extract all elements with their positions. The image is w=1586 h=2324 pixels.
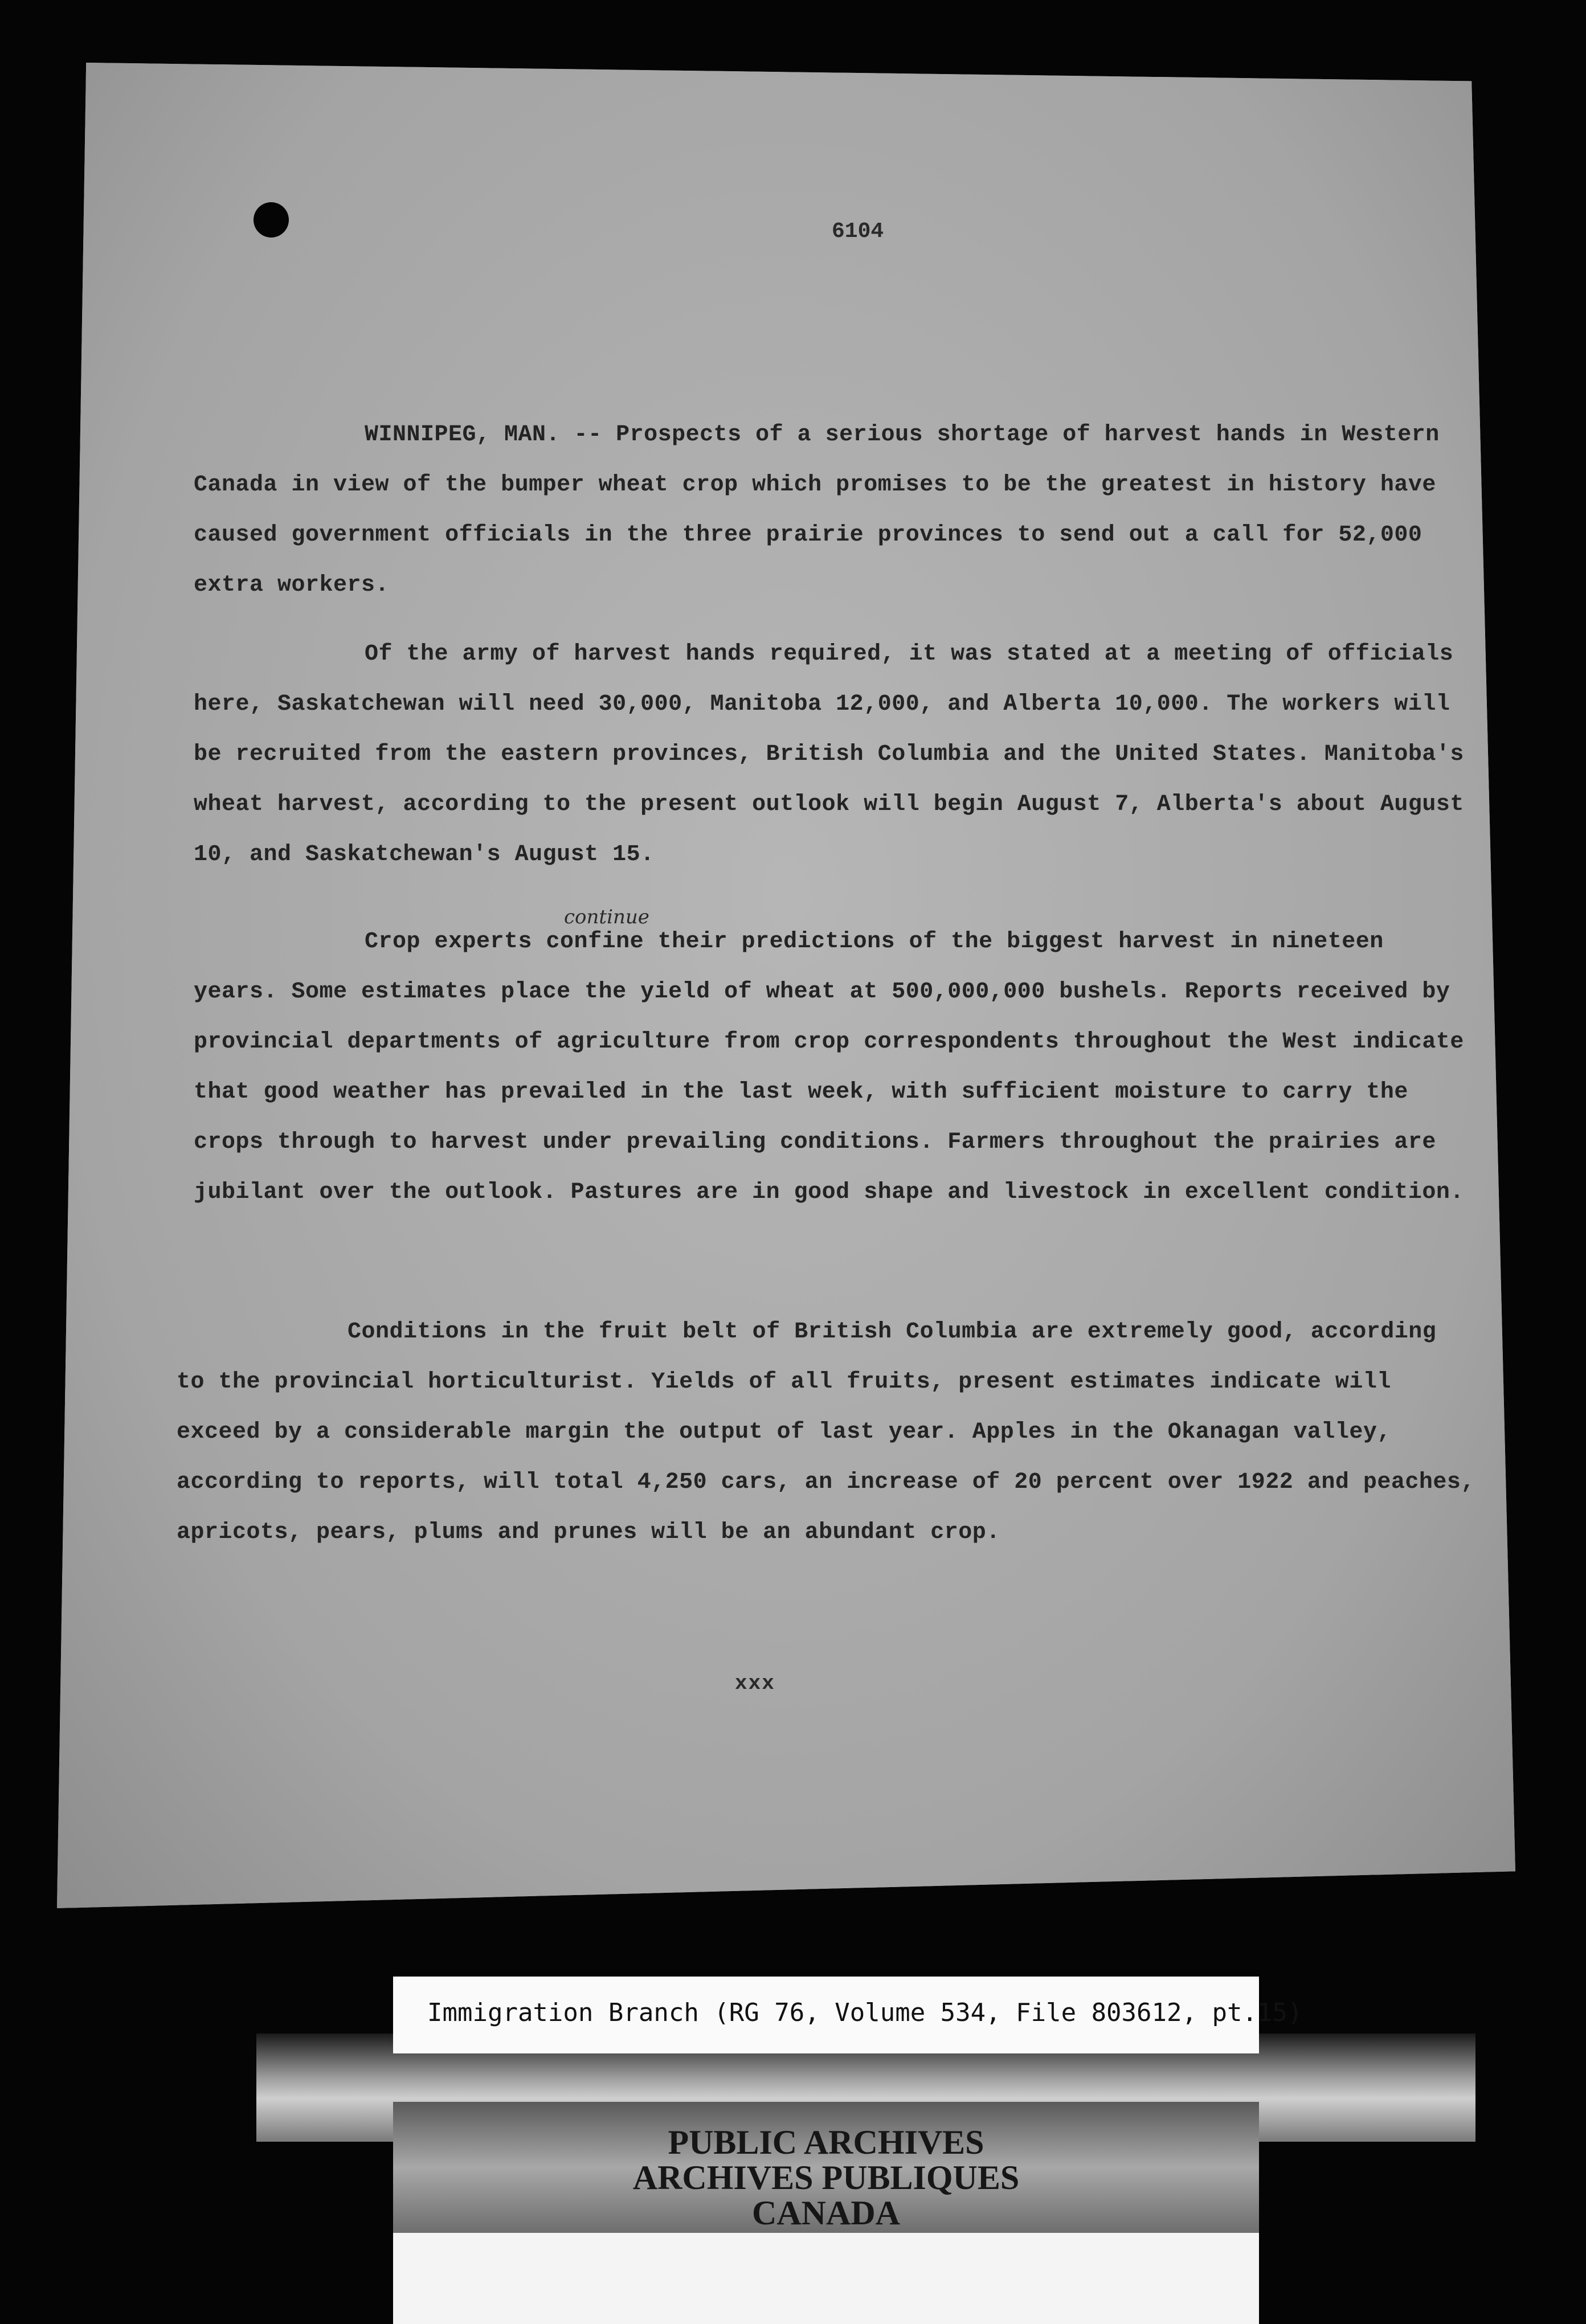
paragraph-harvest-shortage <box>194 410 1481 611</box>
page-number: 6104 <box>832 219 884 244</box>
stamp-line-3: CANADA <box>752 2194 900 2232</box>
paragraph-2-text: Of the army of harvest hands required, it was stated at a meeting of officials here, Saskatchewan will need 30,000, Manitoba 12,000, and Alberta 10,000. The workers will be recruited from the eastern provinces, British Columbia and the United States. Manitoba's wheat harvest, according to the present outlook will begin August 7, Alberta's about August 10, and Saskatchewan's August 15. <box>194 641 1464 868</box>
handwritten-correction: continue <box>564 906 649 928</box>
paragraph-1-text: WINNIPEG, MAN. -- Prospects of a serious shortage of harvest hands in Western Canada in view of the bumper wheat crop which promises to be the greatest in history have caused government officials in the three prairie provinces to send out a call for 52,000 extra workers. <box>194 422 1440 598</box>
paragraph-workers-needed <box>194 629 1481 880</box>
punch-hole <box>254 202 289 238</box>
paragraph-fruit-belt <box>177 1307 1475 1558</box>
archives-stamp <box>621 2125 1031 2231</box>
end-mark: xxx <box>735 1672 775 1695</box>
stamp-line-2: ARCHIVES PUBLIQUES <box>632 2159 1020 2196</box>
stamp-line-1: PUBLIC ARCHIVES <box>668 2123 984 2161</box>
archive-reference: Immigration Branch (RG 76, Volume 534, File 803612, pt.15) <box>427 1998 1303 2027</box>
archive-label-card <box>393 1977 1303 2053</box>
paragraph-4-text: Conditions in the fruit belt of British Columbia are extremely good, according to the provincial horticulturist. Yields of all fruits, present estimates indicate will exceed by a considerable margin the output of last year. Apples in the Okanagan valley, according to reports, will total 4,250 cars, an increase of 20 percent over 1922 and peaches, apricots, pears, plums and prunes will be an abundant crop. <box>177 1319 1475 1545</box>
paragraph-3-text: Crop experts confine their predictions of the biggest harvest in nineteen years. Some estimates place the yield of wheat at 500,000,000 bushels. Reports received by provincial departments of agriculture from crop correspondents throughout the West indicate that good weather has prevailed in the last week, with sufficient moisture to carry the crops through to harvest under prevailing conditions. Farmers throughout the prairies are jubilant over the outlook. Pastures are in good shape and livestock in excellent condition. <box>194 929 1464 1205</box>
paragraph-crop-predictions <box>194 917 1481 1218</box>
archive-stamp-card <box>393 2102 1259 2324</box>
